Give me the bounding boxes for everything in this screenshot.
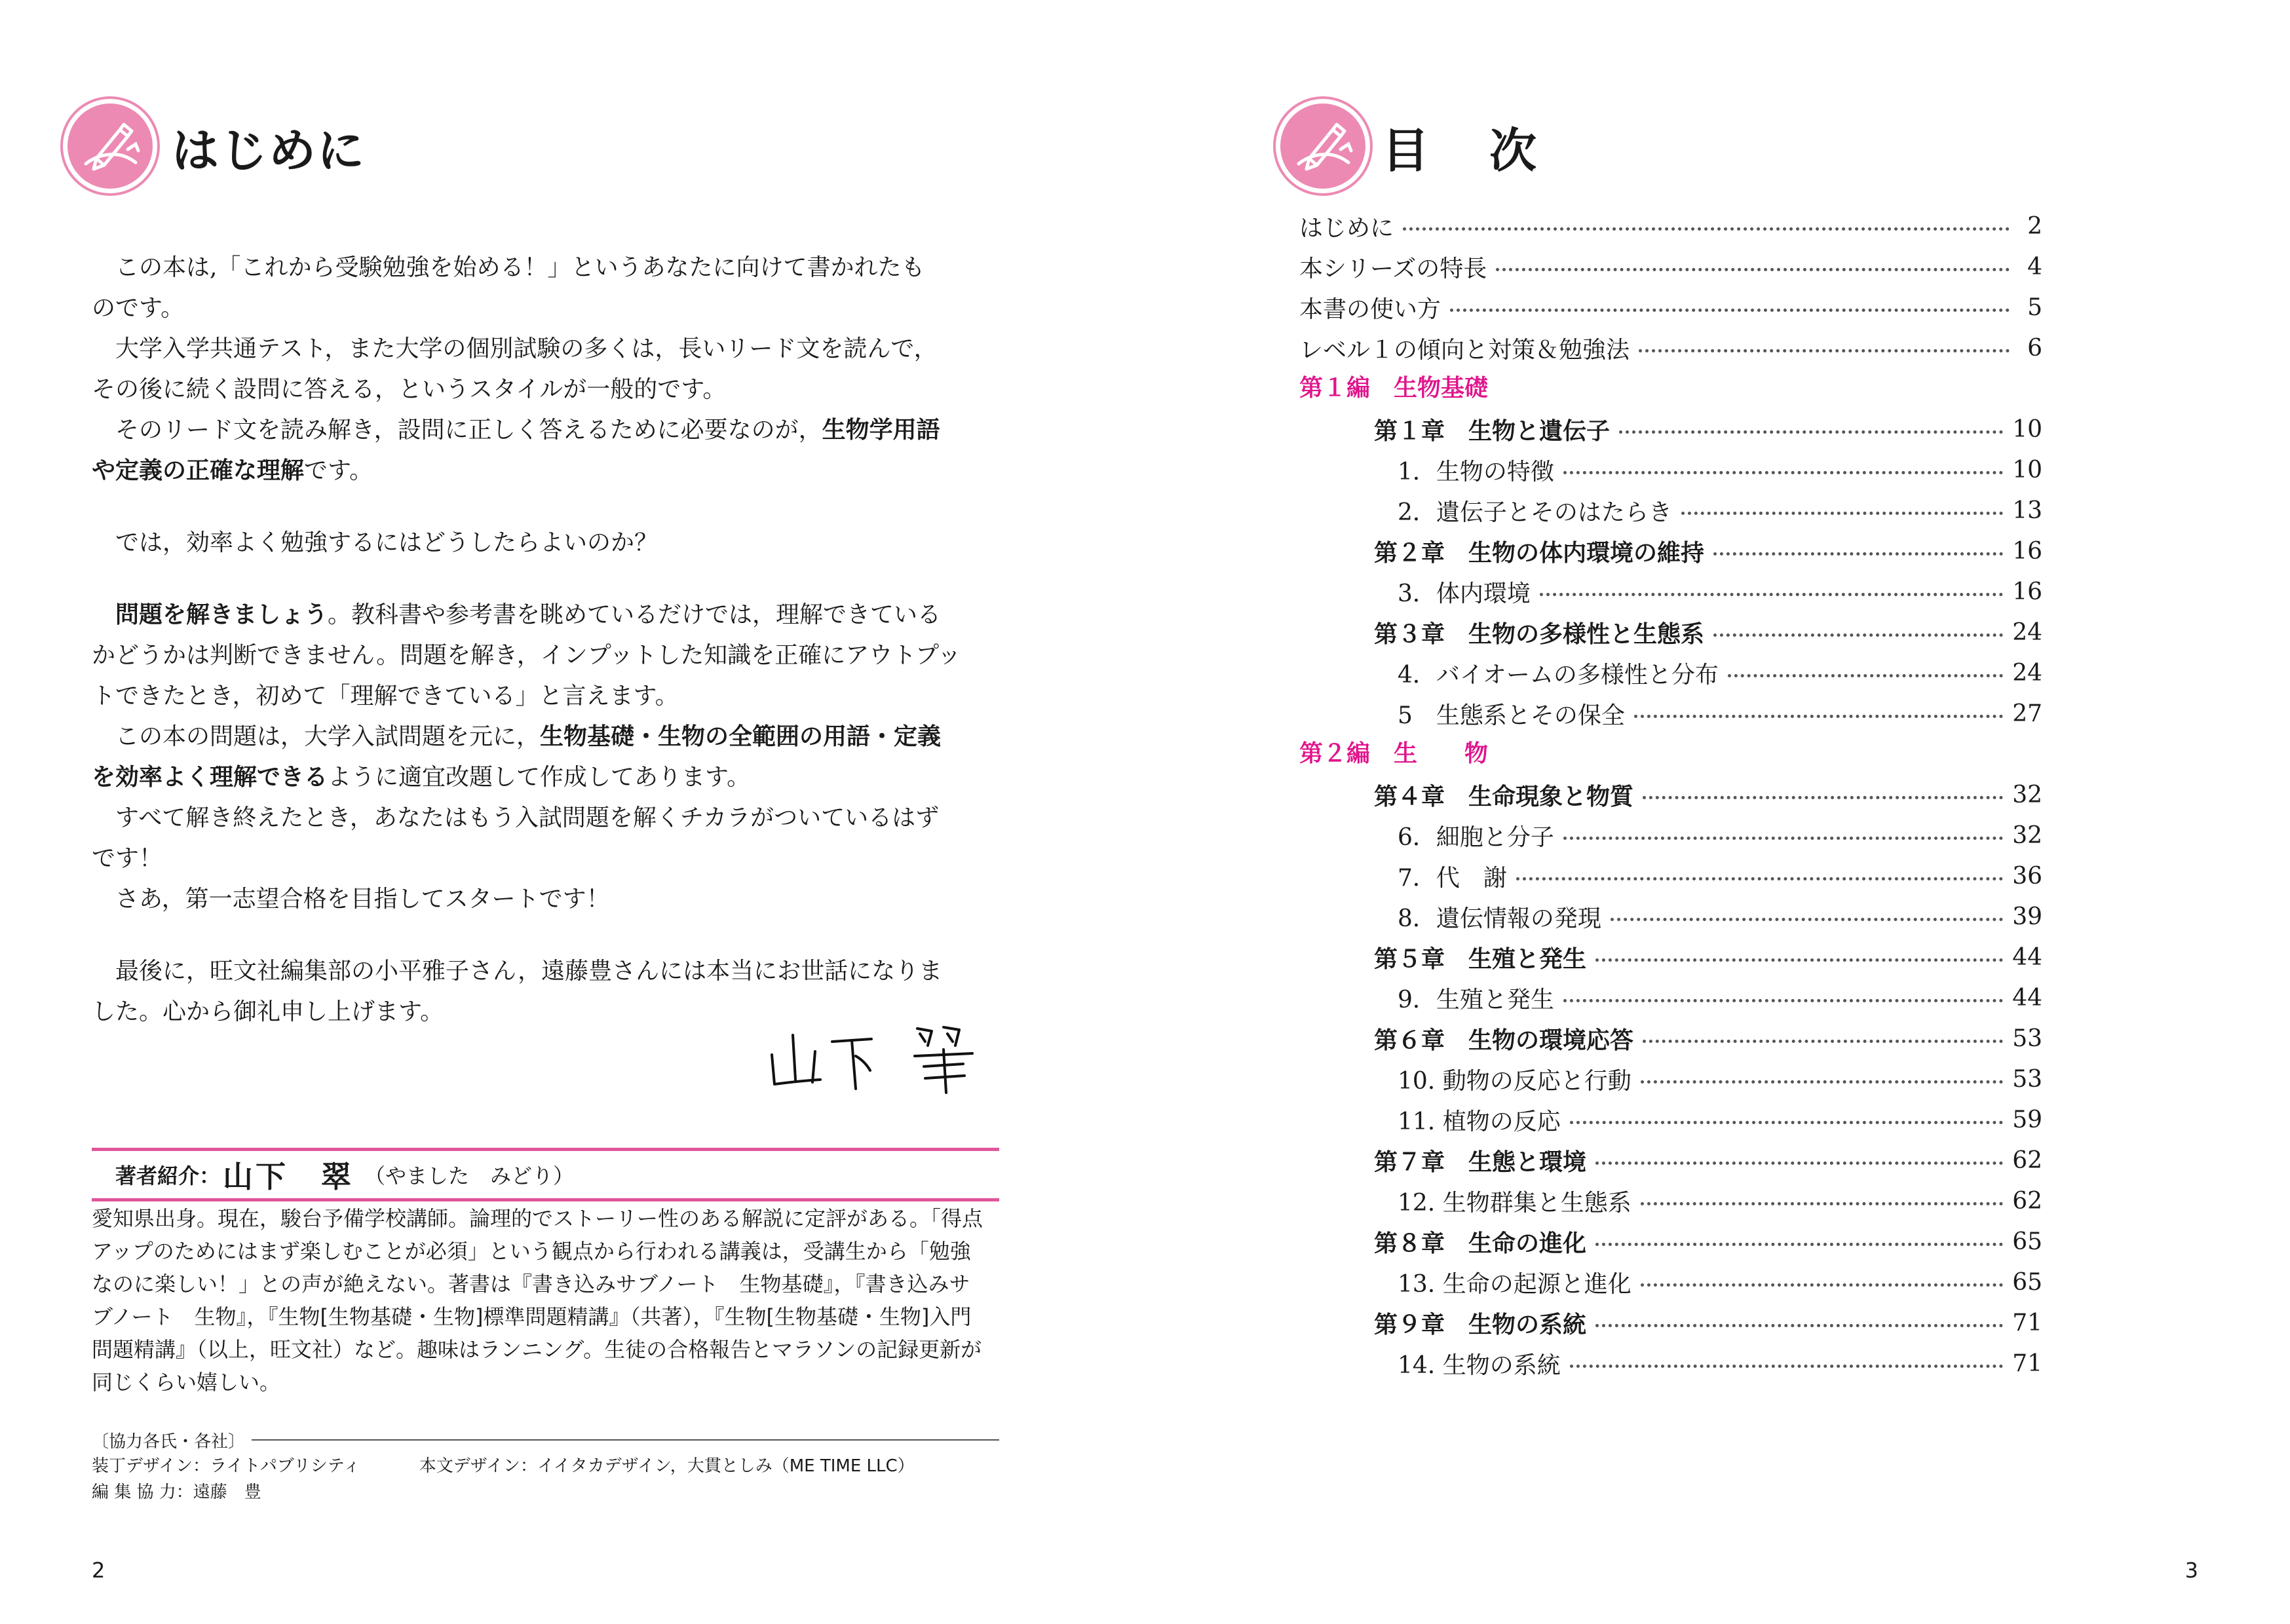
preface-line: 大学入学共通テスト，また大学の個別試験の多くは，長いリード文を読んで， [115,335,938,362]
emphasis: 生物基礎・生物の全範囲の用語・定義 [540,723,942,750]
toc-chapter-entry[interactable] [1374,1221,2042,1262]
preface-line: その後に続く設問に答える，というスタイルが一般的です。 [92,376,727,403]
toc-dot-leader [1713,633,2003,637]
preface-line: のです。 [92,295,185,322]
toc-dot-leader [1595,958,2003,962]
toc-dot-leader [1611,918,2003,921]
credit-cover-design: 装丁デザイン：ライトパブリシティ [92,1456,360,1476]
toc-entry-label: 第１章 生物と遺伝子 [1374,417,1611,445]
toc-chapter-entry[interactable] [1374,531,2042,571]
toc-entry-page: 10 [2012,415,2042,443]
toc-entry-page: 71 [2012,1350,2042,1377]
toc-entry-page: 59 [2012,1106,2042,1133]
toc-entry-label: 7．代 謝 [1398,864,1507,892]
toc-section-entry[interactable] [1398,652,2042,693]
toc-entry-page: 62 [2012,1187,2042,1215]
toc-section-entry[interactable] [1398,693,2042,734]
toc-front-entry[interactable] [1299,206,2042,246]
toc-chapter-entry[interactable] [1374,937,2042,977]
toc-dot-leader [1634,715,2003,718]
toc-entry-label: レベル１の傾向と対策＆勉強法 [1299,336,1630,364]
credits [92,1427,999,1505]
toc-part-heading: 第２編 生 物 [1299,740,1489,767]
preface-line: さあ，第一志望合格を目指してスタートです！ [115,886,610,913]
toc-entry-page: 44 [2012,984,2042,1011]
toc-entry-label: はじめに [1299,214,1394,242]
bio-line: 同じくらい嬉しい。 [92,1370,281,1395]
toc-dot-leader [1570,1365,2003,1368]
preface-text [92,248,1002,1032]
toc-chapter-entry[interactable] [1374,409,2042,449]
toc-section-entry[interactable] [1398,815,2042,856]
toc-entry-page: 39 [2012,903,2042,930]
toc-entry-page: 24 [2012,659,2042,687]
toc-section-entry[interactable] [1398,1180,2042,1221]
toc-dot-leader [1641,1202,2003,1205]
toc-dot-leader [1681,512,2003,515]
toc-entry-page: 32 [2012,781,2042,808]
toc-entry-page: 62 [2012,1146,2042,1174]
toc-entry-label: 12. 生物群集と生態系 [1398,1189,1632,1217]
toc-chapter-entry[interactable] [1374,612,2042,652]
toc-front-entry[interactable] [1299,287,2042,328]
toc-section-entry[interactable] [1398,571,2042,612]
toc-entry-label: 8．遺伝情報の発現 [1398,905,1601,932]
page-number: 2 [92,1558,105,1583]
toc-section-entry[interactable] [1398,1262,2042,1302]
toc-dot-leader [1595,1243,2003,1246]
toc-entry-label: 5 生態系とその保全 [1398,702,1625,729]
toc-entry-label: 本シリーズの特長 [1299,255,1487,282]
toc-dot-leader [1643,1040,2003,1043]
toc-entry-label: 4．バイオームの多様性と分布 [1398,661,1719,689]
preface-line: すべて解き終えたとき，あなたはもう入試問題を解くチカラがついているはず [115,804,940,831]
toc-chapter-entry[interactable] [1374,774,2042,815]
bio-line: なのに楽しい！」との声が絶えない。著書は『書き込みサブノート 生物基礎』，『書き込みサ [92,1272,970,1296]
preface-line: や定義の正確な理解です。 [92,457,373,484]
toc-dot-leader [1641,1080,2003,1084]
preface-line: そのリード文を読み解き，設問に正しく答えるために必要なのが，生物学用語 [115,417,940,444]
toc-dot-leader [1563,471,2003,474]
toc-section-entry[interactable] [1398,977,2042,1018]
toc-part-heading: 第１編 生物基礎 [1299,375,1489,402]
toc-entry-page: 65 [2012,1268,2042,1296]
toc-dot-leader [1450,309,2010,312]
author-signature [760,1015,1009,1101]
toc-entry-label: 第６章 生物の環境応答 [1374,1027,1634,1054]
right-page [1145,0,2290,1624]
toc-front-entry[interactable] [1299,328,2042,368]
preface-line: を効率よく理解できるように適宜改題して作成してあります。 [92,764,751,791]
toc-entry-page: 10 [2012,456,2042,483]
toc-dot-leader [1595,1324,2003,1327]
toc-section-entry[interactable] [1398,1343,2042,1384]
toc-dot-leader [1713,552,2003,556]
toc-entry-label: 6．細胞と分子 [1398,823,1554,851]
toc-entry-page: 71 [2012,1309,2042,1336]
toc-entry-page: 6 [2027,334,2042,362]
toc-dot-leader [1619,430,2003,434]
toc-entry-label: 第４章 生命現象と物質 [1374,783,1634,810]
toc-entry-label: 1．生物の特徴 [1398,458,1554,485]
toc-entry-label: 本書の使い方 [1299,295,1441,323]
toc-entry-page: 13 [2012,497,2042,524]
bio-line: アップのためにはまず楽しむことが必須」という観点から行われる講義は，受講生から「勉強 [92,1239,971,1264]
toc-dot-leader [1728,674,2003,677]
emphasis: 生物学用語 [822,417,940,444]
toc-entry-page: 16 [2012,537,2042,565]
bio-line: ブノート 生物』，『生物[生物基礎・生物]標準問題精講』（共著），『生物[生物基礎・生物]入門 [92,1304,972,1329]
preface-line: です！ [92,845,163,872]
toc-dot-leader [1563,999,2003,1002]
bio-line: 問題精講』（以上，旺文社）など。趣味はランニング。生徒の合格報告とマラソンの記録更新が [92,1337,982,1362]
toc-chapter-entry[interactable] [1374,1302,2042,1343]
preface-line: この本は,「これから受験勉強を始める！」というあなたに向けて書かれたも [115,254,925,281]
author-label: 著者紹介： [115,1163,221,1188]
toc-entry-label: 第７章 生態と環境 [1374,1148,1587,1176]
credits-heading: 〔協力各氏・各社〕 [92,1431,246,1452]
toc-entry-label: 第３章 生物の多様性と生態系 [1374,620,1705,648]
toc-dot-leader [1563,837,2003,840]
toc-dot-leader [1403,227,2010,231]
author-bio [92,1202,999,1399]
pen-writing-icon [67,104,153,189]
toc-dot-leader [1570,1121,2003,1124]
toc-entry-page: 53 [2012,1065,2042,1093]
toc-entry-label: 11. 植物の反応 [1398,1108,1561,1135]
emphasis: や定義の正確な理解 [92,457,305,484]
bio-line: 愛知県出身。現在，駿台予備学校講師。論理的でストーリー性のある解説に定評がある。「得点 [92,1206,983,1231]
toc-entry-label: 第２章 生物の体内環境の維持 [1374,539,1705,567]
toc-entry-label: 13. 生命の起源と進化 [1398,1270,1632,1298]
emphasis: 問題を解きましょう [115,601,328,628]
page-title: はじめに [172,123,366,178]
pen-writing-icon [1280,104,1365,189]
preface-line: かどうかは判断できません。問題を解き，インプットした知識を正確にアウトプッ [92,642,961,669]
author-name: 山下 翠 [223,1159,354,1194]
toc-section-entry[interactable] [1398,449,2042,490]
toc-entry-label: 第５章 生殖と発生 [1374,945,1587,973]
toc-entry-label: 10. 動物の反応と行動 [1398,1067,1632,1095]
toc-entry-page: 24 [2012,618,2042,646]
toc-dot-leader [1496,268,2010,271]
preface-line: では，効率よく勉強するにはどうしたらよいのか？ [115,529,658,556]
preface-line: 問題を解きましょう。教科書や参考書を眺めているだけでは，理解できている [115,601,942,628]
toc-entry-label: 第８章 生命の進化 [1374,1230,1587,1257]
toc-entry-page: 53 [2012,1025,2042,1052]
toc-section-entry[interactable] [1398,1099,2042,1140]
author-reading: （やました みどり） [364,1163,575,1188]
toc-dot-leader [1540,593,2003,596]
preface-line: した。心から御礼申し上げます。 [92,998,444,1025]
preface-line: 最後に，旺文社編集部の小平雅子さん，遠藤豊さんには本当にお世話になりま [115,958,943,985]
toc-entry-page: 5 [2027,293,2042,321]
page-number: 3 [2185,1558,2198,1583]
toc-entry-page: 36 [2012,862,2042,890]
toc-dot-leader [1595,1161,2003,1165]
toc-entry-page: 32 [2012,821,2042,849]
preface-line: トできたとき，初めて「理解できている」と言えます。 [92,683,679,709]
toc-section-entry[interactable] [1398,896,2042,937]
toc-entry-page: 2 [2027,212,2042,240]
toc-entry-page: 44 [2012,943,2042,971]
toc-dot-leader [1639,349,2010,352]
toc-title: 目 次 [1382,123,1544,178]
toc-section-entry[interactable] [1398,1059,2042,1099]
toc-chapter-entry[interactable] [1374,1018,2042,1059]
toc-entry-label: 3．体内環境 [1398,580,1531,607]
toc-entry-page: 65 [2012,1228,2042,1255]
toc-entry-page: 27 [2012,700,2042,727]
toc-entry-label: 14. 生物の系統 [1398,1351,1561,1379]
toc-section-entry[interactable] [1398,490,2042,531]
toc-dot-leader [1516,877,2003,880]
toc-entry-label: 第９章 生物の系統 [1374,1311,1587,1338]
emphasis: を効率よく理解できる [92,764,328,791]
toc-section-entry[interactable] [1398,856,2042,896]
toc-chapter-entry[interactable] [1374,1140,2042,1180]
credit-body-design: 本文デザイン：イイタカデザイン，大貫としみ（ME TIME LLC） [419,1456,915,1476]
toc-entry-label: 9．生殖と発生 [1398,986,1554,1013]
toc-front-entry[interactable] [1299,246,2042,287]
toc-entry-label: 2．遺伝子とそのはたらき [1398,499,1672,526]
toc-dot-leader [1643,796,2003,799]
author-profile [92,1148,999,1201]
toc-entry-page: 4 [2027,253,2042,280]
toc-dot-leader [1641,1283,2003,1287]
toc-entry-page: 16 [2012,578,2042,605]
preface-line: この本の問題は，大学入試問題を元に，生物基礎・生物の全範囲の用語・定義 [115,723,942,750]
credit-editing: 編 集 協 力：遠藤 豊 [92,1482,261,1502]
